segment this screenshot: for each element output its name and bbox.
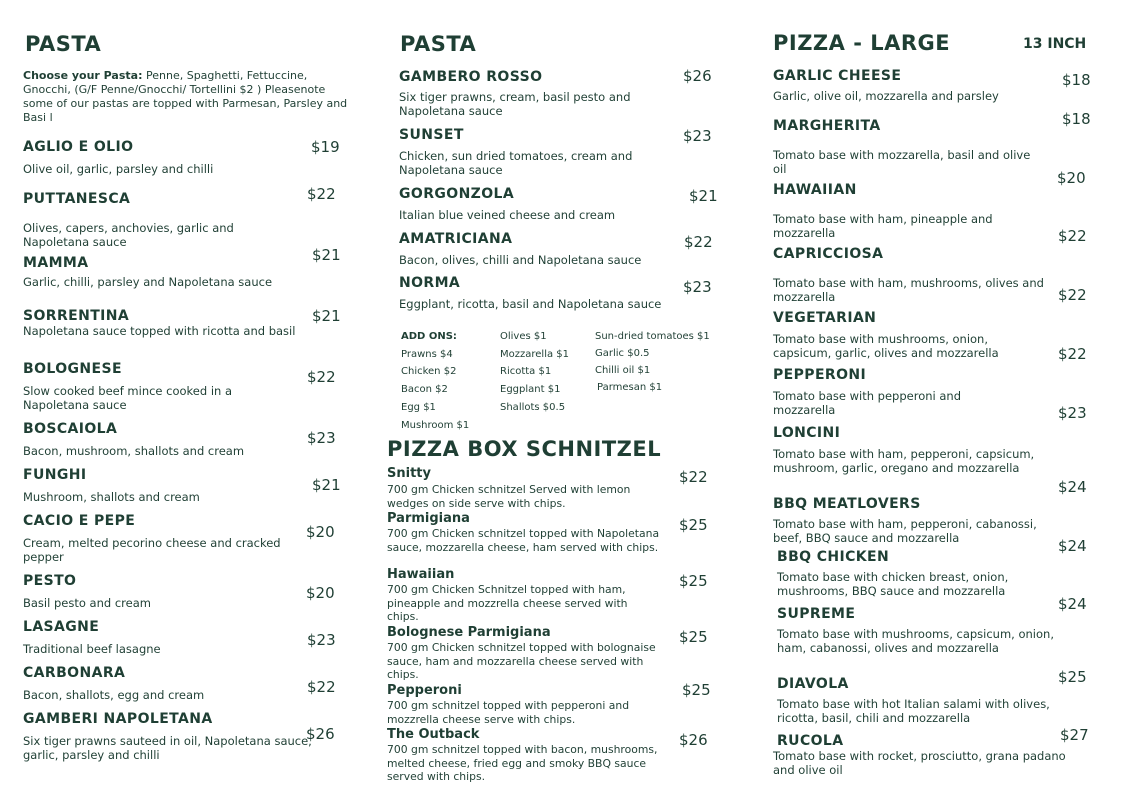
menu-item-desc: Tomato base with mushrooms, onion, capsicum, garlic, olives and mozzarella: [773, 332, 999, 360]
menu-item-desc: Garlic, olive oil, mozzarella and parsley: [773, 89, 999, 103]
menu-item-price: $19: [311, 138, 340, 156]
menu-item-desc: Mushroom, shallots and cream: [23, 490, 200, 504]
section-heading: PASTA: [400, 32, 477, 56]
menu-item-desc: Olives, capers, anchovies, garlic and Napoletana sauce: [23, 221, 234, 249]
menu-item-price: $24: [1058, 595, 1087, 613]
pasta-column-left: [23, 0, 353, 794]
menu-item-desc: Tomato base with pepperoni and mozzarella: [773, 389, 962, 417]
menu-item-price: $18: [1062, 110, 1091, 128]
menu-item-price: $22: [1058, 286, 1087, 304]
menu-item-price: $22: [1058, 345, 1087, 363]
menu-item-name: MAMMA: [23, 255, 89, 271]
menu-item-name: CAPRICCIOSA: [773, 246, 884, 262]
menu-item-price: $18: [1062, 71, 1091, 89]
menu-item-name: DIAVOLA: [777, 676, 849, 692]
addon-item: Eggplant $1: [500, 384, 561, 395]
menu-item-price: $22: [684, 233, 713, 251]
addon-item: Ricotta $1: [500, 366, 552, 377]
menu-item-desc: Chicken, sun dried tomatoes, cream and Napoletana sauce: [399, 149, 633, 177]
menu-item-price: $20: [1057, 169, 1086, 187]
schnitzel-name: Hawaiian: [387, 567, 455, 582]
menu-item-desc: Olive oil, garlic, parsley and chilli: [23, 162, 214, 176]
pizza-column: [773, 0, 1098, 794]
addon-item: Chicken $2: [401, 366, 457, 377]
menu-item-name: SUPREME: [777, 606, 856, 622]
menu-item-desc: Tomato base with mozzarella, basil and olive oil: [773, 148, 1031, 176]
menu-item-name: NORMA: [399, 275, 461, 291]
schnitzel-name: Parmigiana: [387, 511, 470, 526]
menu-item-desc: Garlic, chilli, parsley and Napoletana sauce: [23, 275, 273, 289]
menu-item-desc: Tomato base with rocket, prosciutto, grana padano and olive oil: [773, 749, 1066, 777]
schnitzel-desc: 700 gm Chicken schnitzel topped with bolognaise sauce, ham and mozzarella cheese served with chips.: [387, 641, 656, 681]
menu-item-desc: Tomato base with ham, mushrooms, olives and mozzarella: [773, 276, 1044, 304]
menu-item-name: SORRENTINA: [23, 308, 130, 324]
menu-item-price: $20: [306, 584, 335, 602]
schnitzel-desc: 700 gm Chicken schnitzel Served with lemon wedges on side serve with chips.: [387, 483, 631, 510]
menu-item-name: AMATRICIANA: [399, 231, 513, 247]
menu-item-desc: Bacon, mushroom, shallots and cream: [23, 444, 245, 458]
schnitzel-desc: 700 gm Chicken schnitzel topped with Napoletana sauce, mozzarella cheese, ham served with chips.: [387, 527, 660, 554]
menu-item-desc: Traditional beef lasagne: [23, 642, 161, 656]
pasta-choice-note: [23, 69, 348, 125]
choose-label: Choose your Pasta:: [23, 69, 143, 82]
addon-item: Prawns $4: [401, 349, 453, 360]
addon-item: Mushroom $1: [401, 420, 470, 431]
menu-item-name: CARBONARA: [23, 665, 126, 681]
menu-item-desc: Basil pesto and cream: [23, 596, 151, 610]
schnitzel-price: $25: [679, 628, 708, 646]
menu-item-name: LASAGNE: [23, 619, 100, 635]
menu-item-desc: Slow cooked beef mince cooked in a Napoletana sauce: [23, 384, 233, 412]
addon-item: Garlic $0.5: [595, 348, 650, 359]
menu-item-name: PEPPERONI: [773, 367, 867, 383]
menu-item-price: $24: [1058, 537, 1087, 555]
schnitzel-desc: 700 gm schnitzel topped with bacon, mushrooms, melted cheese, fried egg and smoky BBQ sauce served with chips.: [387, 743, 658, 783]
menu-item-price: $23: [1058, 404, 1087, 422]
menu-item-price: $23: [683, 278, 712, 296]
schnitzel-name: Bolognese Parmigiana: [387, 625, 551, 640]
schnitzel-price: $22: [679, 468, 708, 486]
menu-item-name: CACIO E PEPE: [23, 513, 136, 529]
addon-item: Bacon $2: [401, 384, 448, 395]
menu-item-price: $25: [1058, 668, 1087, 686]
menu-item-name: VEGETARIAN: [773, 310, 877, 326]
menu-item-desc: Tomato base with hot Italian salami with olives, ricotta, basil, chili and mozzarella: [777, 697, 1050, 725]
menu-item-name: PESTO: [23, 573, 77, 589]
menu-item-desc: Tomato base with mushrooms, capsicum, onion, ham, cabanossi, olives and mozzarella: [777, 627, 1054, 655]
pizza-size-label: 13 INCH: [1023, 36, 1087, 52]
menu-item-name: GAMBERI NAPOLETANA: [23, 711, 213, 727]
menu-item-price: $22: [307, 368, 336, 386]
schnitzel-price: $25: [679, 516, 708, 534]
schnitzel-name: Snitty: [387, 466, 431, 481]
menu-item-price: $26: [683, 67, 712, 85]
schnitzel-name: Pepperoni: [387, 683, 462, 698]
section-heading: PASTA: [25, 32, 102, 56]
schnitzel-desc: 700 gm Chicken Schnitzel topped with ham, pineapple and mozzrella cheese served with chips.: [387, 583, 628, 623]
menu-item-desc: Tomato base with ham, pineapple and mozzarella: [773, 212, 993, 240]
menu-item-name: FUNGHI: [23, 467, 87, 483]
menu-item-desc: Tomato base with ham, pepperoni, capsicum, mushroom, garlic, oregano and mozzarella: [773, 447, 1035, 475]
menu-item-price: $24: [1058, 478, 1087, 496]
menu-item-desc: Eggplant, ricotta, basil and Napoletana sauce: [399, 297, 662, 311]
schnitzel-desc: 700 gm schnitzel topped with pepperoni and mozzrella cheese serve with chips.: [387, 699, 630, 726]
menu-item-price: $26: [306, 725, 335, 743]
menu-item-name: HAWAIIAN: [773, 182, 857, 198]
menu-item-desc: Cream, melted pecorino cheese and cracked pepper: [23, 536, 281, 564]
menu-item-name: LONCINI: [773, 425, 841, 441]
choose-text: Penne, Spaghetti, Fettuccine, Gnocchi, (G/F Penne/Gnocchi/ Tortellini $2 ) Pleasenote some of our pastas are topped with Parmesan, Parsley and Basi l: [23, 69, 348, 124]
addon-item: Parmesan $1: [597, 382, 663, 393]
menu-item-name: BBQ CHICKEN: [777, 549, 890, 565]
menu-item-price: $27: [1060, 726, 1089, 744]
menu-item-name: SUNSET: [399, 127, 464, 143]
menu-item-price: $21: [312, 246, 341, 264]
schnitzel-price: $26: [679, 731, 708, 749]
addon-item: Olives $1: [500, 331, 547, 342]
menu-item-name: GAMBERO ROSSO: [399, 69, 543, 85]
menu-item-desc: Italian blue veined cheese and cream: [399, 208, 616, 222]
addon-item: Chilli oil $1: [595, 365, 651, 376]
menu-item-desc: Tomato base with ham, pepperoni, cabanossi, beef, BBQ sauce and mozzarella: [773, 517, 1037, 545]
menu-item-desc: Tomato base with chicken breast, onion, mushrooms, BBQ sauce and mozzarella: [777, 570, 1009, 598]
menu-item-price: $21: [312, 307, 341, 325]
menu-item-price: $20: [306, 523, 335, 541]
menu-item-desc: Bacon, olives, chilli and Napoletana sauce: [399, 253, 642, 267]
menu-item-price: $23: [307, 429, 336, 447]
pasta-schnitzel-column: [387, 0, 732, 794]
menu-item-name: BBQ MEATLOVERS: [773, 496, 921, 512]
menu-item-name: BOSCAIOLA: [23, 421, 118, 437]
menu-item-price: $23: [307, 631, 336, 649]
schnitzel-heading: PIZZA BOX SCHNITZEL: [387, 437, 662, 461]
addon-item: Mozzarella $1: [500, 349, 570, 360]
menu-item-desc: Six tiger prawns sauteed in oil, Napoletana sauce, garlic, parsley and chilli: [23, 734, 312, 762]
menu-item-price: $23: [683, 127, 712, 145]
menu-item-price: $22: [1058, 227, 1087, 245]
schnitzel-price: $25: [679, 572, 708, 590]
menu-item-price: $21: [312, 476, 341, 494]
menu-item-price: $22: [307, 678, 336, 696]
menu-item-name: AGLIO E OLIO: [23, 139, 134, 155]
schnitzel-price: $25: [682, 681, 711, 699]
menu-item-name: MARGHERITA: [773, 118, 881, 134]
section-heading: PIZZA - LARGE: [773, 31, 951, 55]
addon-item: Sun-dried tomatoes $1: [595, 331, 710, 342]
menu-item-desc: Bacon, shallots, egg and cream: [23, 688, 205, 702]
schnitzel-name: The Outback: [387, 727, 480, 742]
menu-item-price: $21: [689, 187, 718, 205]
menu-item-desc: Six tiger prawns, cream, basil pesto and Napoletana sauce: [399, 90, 631, 118]
menu-item-name: GARLIC CHEESE: [773, 68, 902, 84]
menu-item-name: RUCOLA: [777, 733, 844, 749]
addon-item: Shallots $0.5: [500, 402, 566, 413]
menu-item-name: GORGONZOLA: [399, 186, 515, 202]
menu-item-price: $22: [307, 185, 336, 203]
menu-item-desc: Napoletana sauce topped with ricotta and basil: [23, 324, 296, 338]
menu-item-name: BOLOGNESE: [23, 361, 122, 377]
addons-title: ADD ONS:: [401, 331, 457, 342]
menu-item-name: PUTTANESCA: [23, 191, 131, 207]
addon-item: Egg $1: [401, 402, 436, 413]
